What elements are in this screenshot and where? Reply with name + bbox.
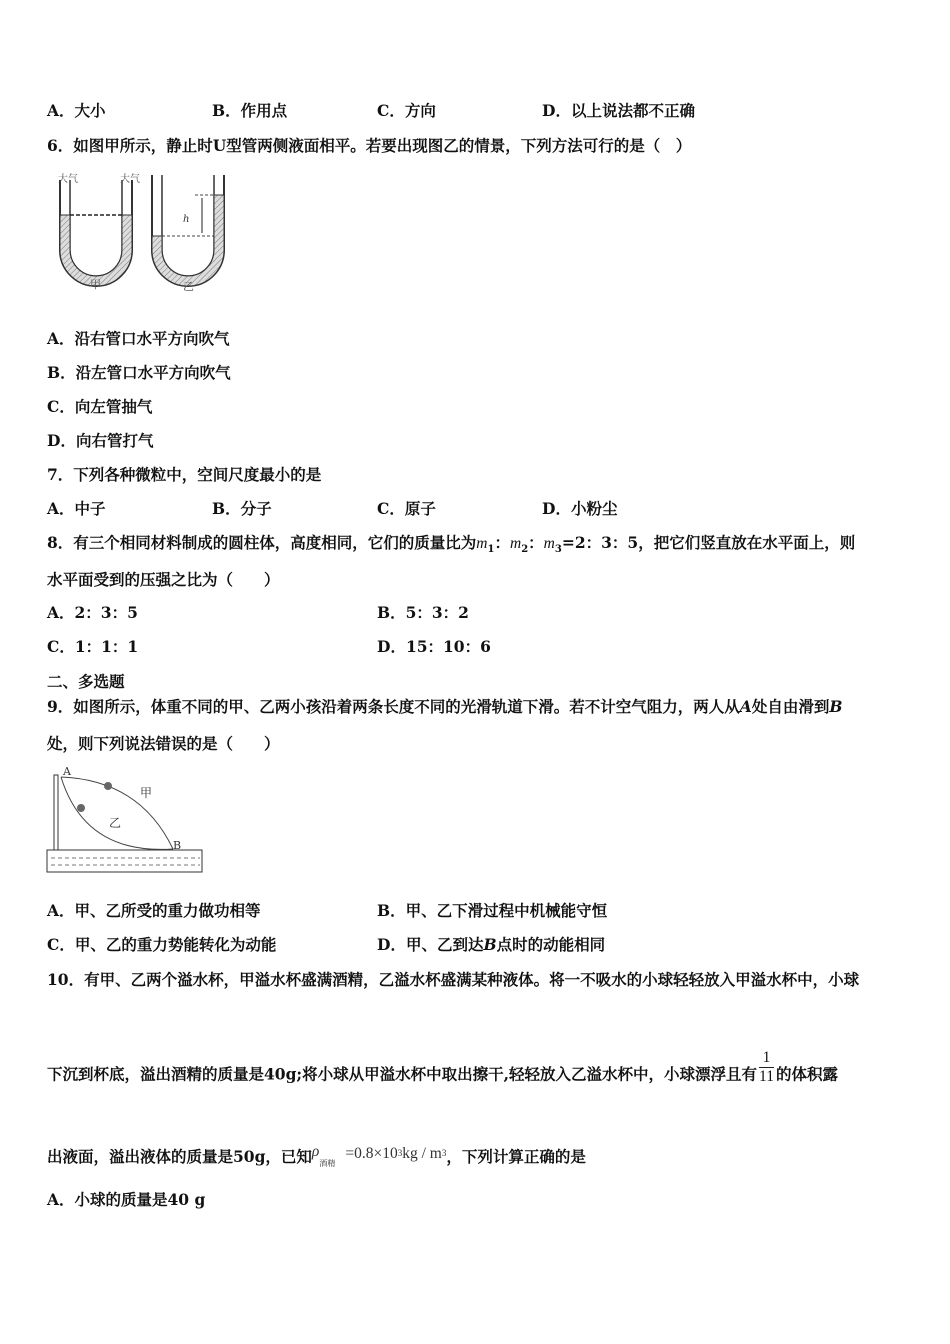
q8-stem-a: 8．有三个相同材料制成的圆柱体，高度相同，它们的质量比为 bbox=[47, 533, 477, 552]
fraction bbox=[759, 1049, 774, 1086]
q10-line3a: 出液面，溢出液体的质量是50g，已知 bbox=[47, 1147, 312, 1167]
q8-option-c: C．1：1：1 bbox=[47, 637, 139, 656]
u-tube-figure bbox=[50, 170, 260, 295]
m3: m bbox=[543, 535, 555, 552]
q6-option-c: C．向左管抽气 bbox=[47, 397, 153, 416]
formula: =0.8×10 bbox=[345, 1145, 398, 1163]
fraction-denominator: 11 bbox=[759, 1068, 774, 1085]
q10-line2b: 的体积露 bbox=[775, 1064, 838, 1084]
q8-option-a: A．2：3：5 bbox=[47, 603, 138, 622]
slide-track-figure bbox=[45, 765, 205, 877]
q6-option-d: D．向右管打气 bbox=[47, 431, 154, 450]
m3-sub: 3 bbox=[554, 544, 562, 556]
q9-stem bbox=[47, 697, 842, 717]
q6-option-b: B．沿左管口水平方向吹气 bbox=[47, 363, 231, 382]
fig-label-yi: 乙 bbox=[109, 816, 122, 830]
q9-option-a: A．甲、乙所受的重力做功相等 bbox=[47, 901, 261, 920]
figure-jia-label: 甲 bbox=[90, 278, 101, 291]
q7-option-b: B．分子 bbox=[212, 499, 272, 518]
q5-option-d: D．以上说法都不正确 bbox=[542, 101, 695, 120]
q10-line3 bbox=[47, 1143, 586, 1174]
q10-line3b: ，下列计算正确的是 bbox=[446, 1147, 586, 1167]
air-left-label: 大气 bbox=[58, 174, 78, 185]
q9-option-d bbox=[377, 935, 605, 955]
q8-stem-b: ，把它们竖直放在水平面上，则 bbox=[638, 533, 856, 552]
q10-line2a: 下沉到杯底，溢出酒精的质量是40g;将小球从甲溢水杯中取出擦干,轻轻放入乙溢水杯中，小球漂浮且有 bbox=[47, 1064, 758, 1084]
q9-option-b: B．甲、乙下滑过程中机械能守恒 bbox=[377, 901, 608, 920]
q9-stem-c: 处，则下列说法错误的是（ ） bbox=[47, 734, 280, 753]
rho: ρ bbox=[311, 1143, 320, 1161]
q10-line1: 10．有甲、乙两个溢水杯，甲溢水杯盛满酒精，乙溢水杯盛满某种液体。将一不吸水的小球轻轻放入甲溢水杯中，小球 bbox=[47, 970, 860, 989]
fig-label-a: A bbox=[63, 765, 71, 778]
h-label: h bbox=[183, 214, 190, 225]
q8-stem bbox=[47, 533, 855, 560]
q7-option-a: A．中子 bbox=[47, 499, 106, 518]
q10-line2 bbox=[47, 1049, 838, 1094]
fig-label-jia: 甲 bbox=[140, 786, 153, 800]
figure-yi-label: 乙 bbox=[183, 280, 194, 293]
q8-option-d: D．15：10：6 bbox=[377, 637, 491, 656]
sep1: ： bbox=[494, 533, 510, 552]
q5-option-c: C．方向 bbox=[377, 101, 436, 120]
m2: m bbox=[509, 535, 522, 552]
m1-sub: 1 bbox=[487, 544, 495, 556]
q8-option-b: B．5：3：2 bbox=[377, 603, 469, 622]
ratio: =2：3：5 bbox=[561, 533, 639, 552]
q9-stem-b: 处自由滑到 bbox=[751, 697, 830, 716]
q5-option-b: B．作用点 bbox=[212, 101, 288, 120]
exponent: 3 bbox=[397, 1148, 403, 1158]
q5-option-a: A．大小 bbox=[47, 101, 106, 120]
q7-stem: 7．下列各种微粒中，空间尺度最小的是 bbox=[47, 465, 322, 484]
fig-label-b: B bbox=[173, 839, 182, 852]
point-b: B bbox=[829, 697, 843, 716]
q6-stem: 6．如图甲所示，静止时U型管两侧液面相平。若要出现图乙的情景，下列方法可行的是（ ） bbox=[47, 136, 692, 155]
m1: m bbox=[476, 535, 488, 552]
sep2: ： bbox=[528, 533, 544, 552]
q7-option-d: D．小粉尘 bbox=[542, 499, 618, 518]
section-heading: 二、多选题 bbox=[47, 672, 125, 691]
m2-sub: 2 bbox=[521, 544, 529, 556]
point-a: A bbox=[739, 697, 752, 716]
rho-sub: 酒精 bbox=[319, 1159, 336, 1169]
q7-option-c: C．原子 bbox=[377, 499, 436, 518]
q9-option-c: C．甲、乙的重力势能转化为动能 bbox=[47, 935, 277, 954]
q10-option-a: A．小球的质量是40 g bbox=[47, 1190, 206, 1209]
q8-stem-c: 水平面受到的压强之比为（ ） bbox=[47, 570, 280, 589]
q9-option-d-tail: 点时的动能相同 bbox=[496, 935, 606, 954]
fraction-numerator: 1 bbox=[759, 1049, 774, 1068]
unit-exponent: 3 bbox=[441, 1148, 447, 1158]
q9-option-d-b: B bbox=[483, 935, 497, 954]
density-formula bbox=[311, 1143, 447, 1169]
q9-option-d-head: D．甲、乙到达 bbox=[377, 935, 484, 954]
q6-option-a: A．沿右管口水平方向吹气 bbox=[47, 329, 230, 348]
q9-stem-a: 9．如图所示，体重不同的甲、乙两小孩沿着两条长度不同的光滑轨道下滑。若不计空气阻力，两人从 bbox=[47, 697, 740, 716]
unit: kg / m bbox=[402, 1145, 442, 1163]
air-right-label: 大气 bbox=[120, 174, 140, 185]
